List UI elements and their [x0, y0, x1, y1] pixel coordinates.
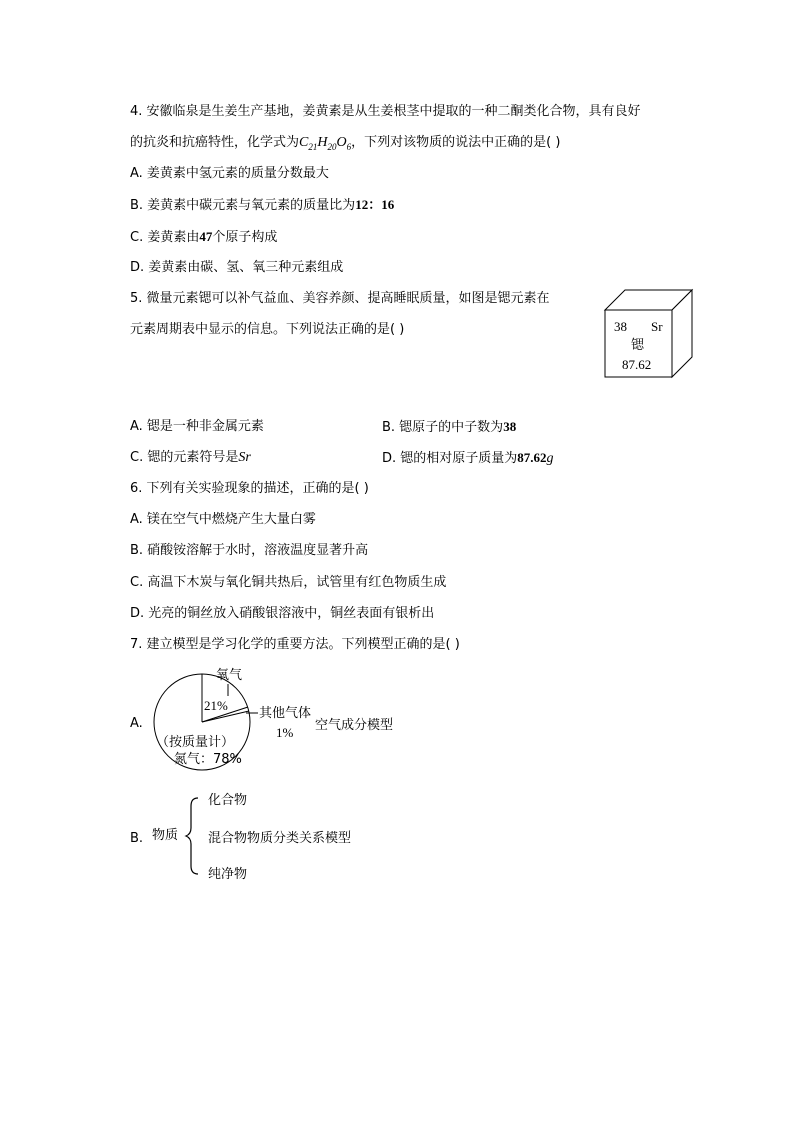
q7-option-b-label: B.	[130, 831, 144, 846]
element-symbol: Sr	[651, 319, 663, 334]
q6-option-c: C. 高温下木炭与氧化铜共热后，试管里有红色物质生成	[130, 575, 447, 590]
tree-branch-compound: 化合物	[208, 793, 248, 808]
oxygen-label: 氧气	[216, 668, 243, 683]
curly-brace-icon	[184, 794, 204, 878]
q4-option-d: D. 姜黄素由碳、氢、氧三种元素组成	[130, 260, 344, 275]
other-gas-percent: 1%	[276, 725, 294, 740]
nitrogen-label: 氮气：78%	[174, 752, 242, 767]
q7-option-a-label: A.	[130, 716, 143, 731]
q6-option-d: D. 光亮的铜丝放入硝酸银溶液中，铜丝表面有银析出	[130, 606, 435, 621]
element-tile-strontium	[600, 288, 700, 380]
q6-option-b: B. 硝酸铵溶解于水时，溶液温度显著升高	[130, 543, 369, 558]
tree-branch-pure: 纯净物	[208, 867, 248, 882]
other-gas-label: 其他气体	[259, 706, 312, 721]
air-composition-pie	[150, 662, 410, 782]
mass-basis-label: （按质量计）	[156, 735, 235, 750]
q4-option-b: B. 姜黄素中碳元素与氧元素的质量比为12：16	[130, 197, 395, 213]
oxygen-percent: 21%	[204, 698, 228, 713]
q6-option-a: A. 镁在空气中燃烧产生大量白雾	[130, 512, 316, 527]
q5-stem-line2: 元素周期表中显示的信息。下列说法正确的是( )	[130, 322, 405, 337]
chemical-formula: $C_{21}H_{20}O_6$	[299, 135, 352, 152]
q5-option-b: B. 锶原子的中子数为38	[382, 419, 517, 435]
tree-branch-mixture: 混合物物质分类关系模型	[208, 831, 352, 846]
element-name: 锶	[631, 338, 645, 353]
q5-option-a: A. 锶是一种非金属元素	[130, 419, 264, 434]
atomic-mass: 87.62	[622, 357, 652, 372]
q6-stem: 6. 下列有关实验现象的描述，正确的是( )	[130, 481, 369, 496]
q5-stem-line1: 5. 微量元素锶可以补气益血、美容养颜、提高睡眠质量，如图是锶元素在	[130, 291, 550, 306]
q5-option-d: D. 锶的相对原子质量为87.62g	[382, 450, 554, 466]
q4-option-c: C. 姜黄素由47个原子构成	[130, 229, 278, 245]
tree-root: 物质	[152, 828, 179, 843]
q4-stem-line1: 4. 安徽临泉是生姜生产基地，姜黄素是从生姜根茎中提取的一种二酮类化合物，具有良好	[130, 104, 641, 119]
atomic-number: 38	[614, 319, 627, 334]
pie-caption: 空气成分模型	[315, 718, 394, 733]
q4-stem-line2: 的抗炎和抗癌特性，化学式为$C_{21}H_{20}O_6$，下列对该物质的说法中正确的是( )	[130, 135, 561, 152]
q4-option-a: A. 姜黄素中氢元素的质量分数最大	[130, 166, 329, 181]
q5-option-c: C. 锶的元素符号是Sr	[130, 450, 251, 465]
q7-stem: 7. 建立模型是学习化学的重要方法。下列模型正确的是( )	[130, 637, 460, 652]
